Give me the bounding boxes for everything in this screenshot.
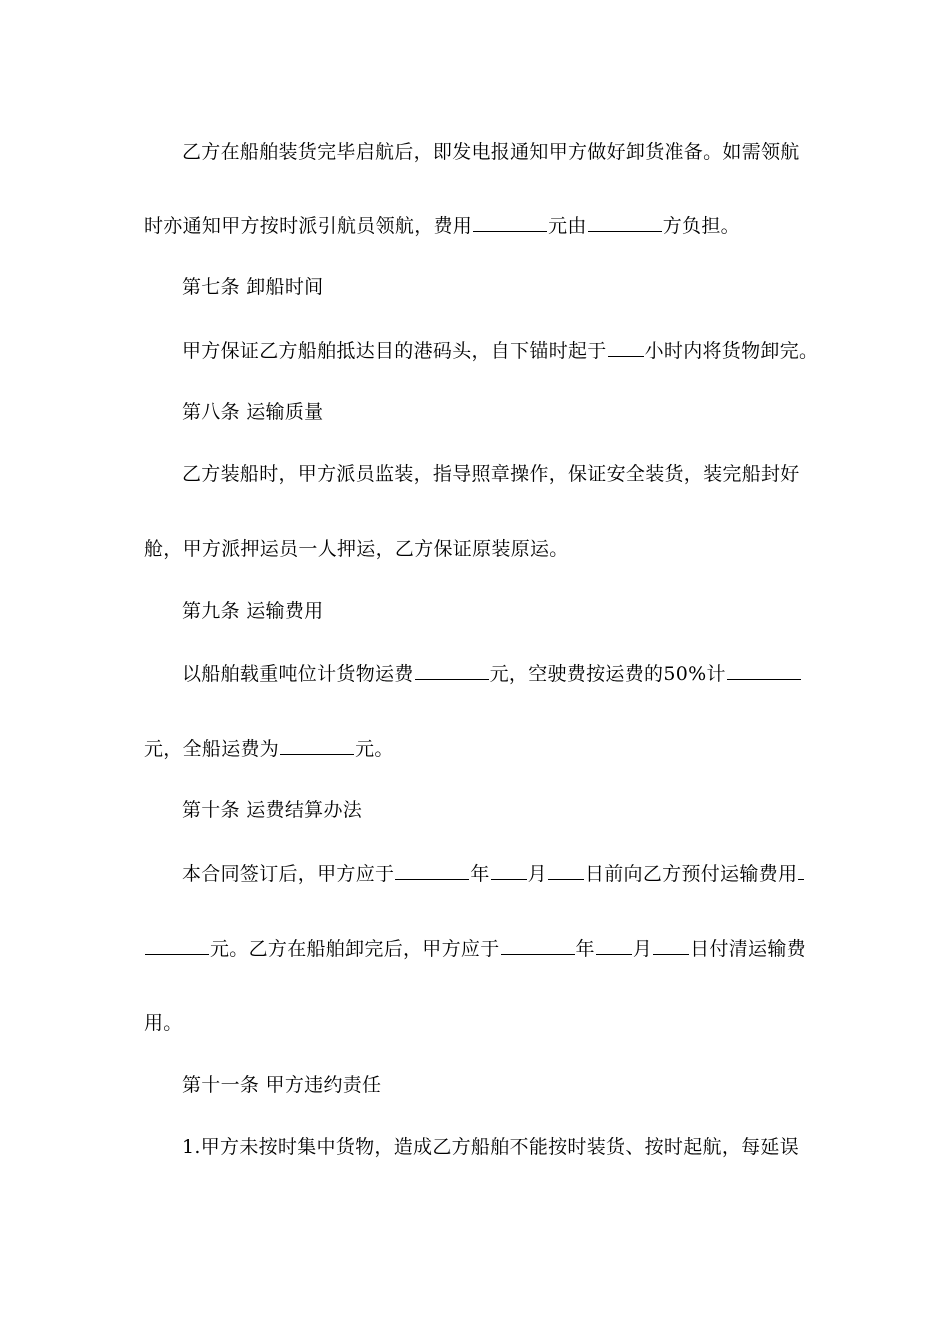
paragraph-line-9: 元。乙方在船舶卸完后，甲方应于 年 月 日付清运输费 [144,936,806,961]
fill-blank [548,861,584,880]
fill-blank [415,661,489,680]
paragraph-line-5: 舱，甲方派押运员一人押运，乙方保证原装原运。 [144,538,569,560]
fill-blank [798,861,804,880]
fill-blank [608,338,644,357]
article-heading-7: 第七条 卸船时间 [182,276,324,298]
article-heading-9: 第九条 运输费用 [182,600,324,622]
paragraph-line-8: 本合同签订后，甲方应于 年 月 日前向乙方预付运输费用 [182,861,805,886]
paragraph-line-2: 时亦通知甲方按时派引航员领航，费用 元由 方负担。 [144,215,740,237]
paragraph-line-1: 乙方在船舶装货完毕启航后，即发电报通知甲方做好卸货准备。如需领航 [182,141,800,163]
fill-blank [501,936,575,955]
fill-blank [473,213,547,232]
paragraph-line-6: 以船舶载重吨位计货物运费 元，空驶费按运费的50%计 [182,661,802,686]
fill-blank [395,861,469,880]
paragraph-line-10: 用。 [144,1012,183,1034]
article-heading-8: 第八条 运输质量 [182,401,324,423]
fill-blank [145,936,209,955]
paragraph-line-3: 甲方保证乙方船舶抵达目的港码头，自下锚时起于 小时内将货物卸完。 [182,340,819,362]
paragraph-line-11: 1.甲方未按时集中货物，造成乙方船舶不能按时装货、按时起航，每延误 [182,1136,800,1158]
paragraph-line-7: 元，全船运费为 元。 [144,738,394,760]
paragraph-line-4: 乙方装船时，甲方派员监装，指导照章操作，保证安全装货，装完船封好 [182,463,800,485]
fill-blank [280,736,354,755]
article-heading-11: 第十一条 甲方违约责任 [182,1074,382,1096]
fill-blank [491,861,527,880]
fill-blank [596,936,632,955]
fill-blank [588,213,662,232]
article-heading-10: 第十条 运费结算办法 [182,799,363,821]
fill-blank [653,936,689,955]
fill-blank [727,661,801,680]
